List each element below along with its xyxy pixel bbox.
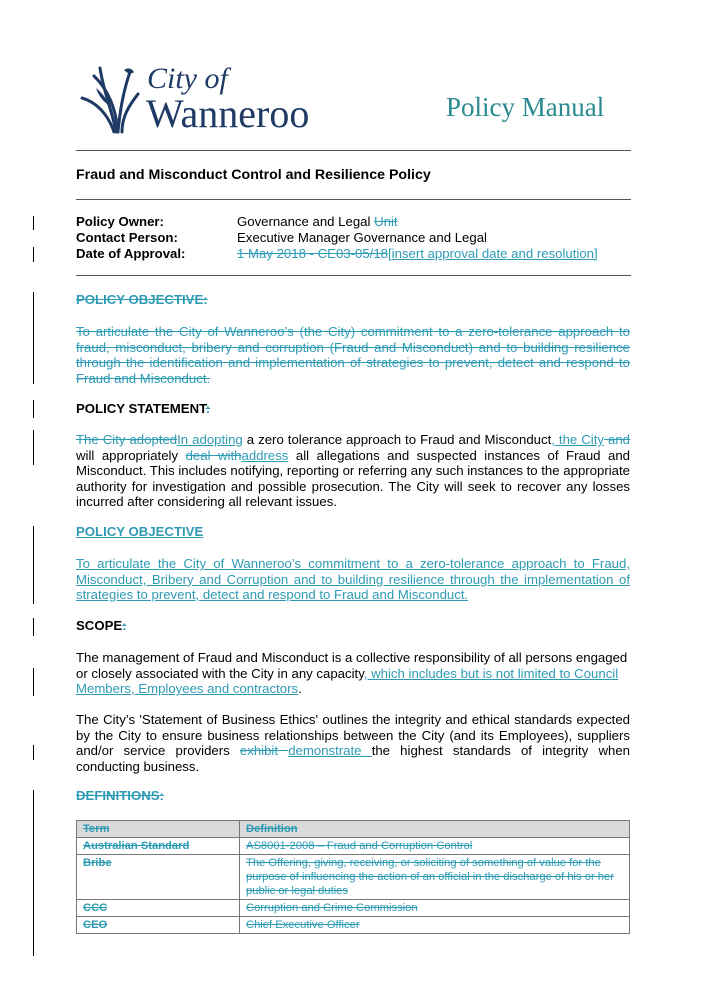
- term-cell: Australian Standard: [77, 838, 240, 855]
- statement-heading-deleted: :: [205, 401, 211, 416]
- logo-city-of: City of: [147, 62, 228, 95]
- term-cell: CCC: [77, 900, 240, 917]
- statement-heading: [76, 401, 210, 416]
- reed-logo-icon: [78, 64, 140, 134]
- definitions-heading: DEFINITIONS:: [76, 788, 164, 803]
- statement-del2: and: [603, 432, 630, 447]
- date-deleted: 1 May 2018 - CE03-05/18: [237, 246, 389, 261]
- change-bar: [33, 430, 34, 465]
- scope-p1-end: .: [298, 681, 302, 697]
- definition-cell: Chief Executive Officer: [240, 917, 630, 934]
- table-header-row: [77, 821, 630, 838]
- col-term-header: Term: [77, 821, 240, 838]
- change-bar: [33, 247, 34, 262]
- city-logo: [78, 62, 328, 134]
- table-row: [77, 917, 630, 934]
- contact-row: [76, 230, 487, 246]
- change-bar: [33, 790, 34, 956]
- col-definition-header: Definition: [240, 821, 630, 838]
- contact-label: Contact Person:: [76, 230, 178, 245]
- scope-p2-ins: demonstrate: [288, 743, 372, 759]
- date-label: Date of Approval:: [76, 246, 186, 261]
- statement-ins1: In adopting: [177, 432, 243, 447]
- scope-heading-text: SCOPE: [76, 618, 123, 633]
- scope-heading-deleted: :: [122, 618, 127, 633]
- scope-heading: [76, 618, 127, 633]
- statement-del1: The City adopted: [76, 432, 178, 447]
- old-objective-heading: POLICY OBJECTIVE:: [76, 292, 208, 307]
- definition-cell: Corruption and Crime Commission: [240, 900, 630, 917]
- date-inserted: [insert approval date and resolution]: [388, 246, 598, 261]
- old-objective-text: To articulate the City of Wanneroo’s (the City) commitment to a zero-tolerance approach to fraud, misconduct, bribery and corruption (Fraud and Misconduct) and to building resilience through the identification and implementation of strategies to prevent, detect and respond to Fraud and Misconduct.: [76, 324, 630, 386]
- change-bar: [33, 745, 34, 760]
- scope-p2: The City’s 'Statement of Business Ethics' outlines the integrity and ethical standards expected by the City to ensure business relationships between the City (and its Employees), suppliers and/or service providers: [76, 712, 630, 759]
- new-objective-heading: POLICY OBJECTIVE: [76, 524, 204, 539]
- contact-value: Executive Manager Governance and Legal: [237, 230, 487, 245]
- statement-t2: will appropriately: [76, 447, 186, 463]
- definition-cell: AS8001-2008 – Fraud and Corruption Control: [240, 838, 630, 855]
- divider-top: [76, 150, 631, 151]
- statement-t1: a zero tolerance approach to Fraud and Misconduct: [242, 432, 552, 447]
- owner-row: [76, 214, 398, 230]
- change-bar: [33, 526, 34, 604]
- date-row: [76, 246, 598, 262]
- term-cell: CEO: [77, 917, 240, 934]
- scope-paragraph-1: [76, 650, 630, 697]
- change-bar: [33, 216, 34, 230]
- scope-p2-del: exhibit: [239, 743, 289, 759]
- table-row: [77, 838, 630, 855]
- table-row: [77, 855, 630, 900]
- statement-text: [76, 432, 630, 510]
- owner-label: Policy Owner:: [76, 214, 164, 229]
- statement-heading-text: POLICY STATEMENT: [76, 401, 206, 416]
- change-bar: [33, 292, 34, 384]
- new-objective-text: To articulate the City of Wanneroo’s commitment to a zero-tolerance approach to Fraud, Misconduct, Bribery and Corruption and to building resilience through the implementation of strategies to prevent, detect and respond to Fraud and Misconduct.: [76, 556, 630, 603]
- definition-cell: The Offering, giving, receiving, or soliciting of something of value for the purpose of influencing the action of an official in the discharge of his or her public or legal duties: [240, 855, 630, 900]
- scope-p1: The management of Fraud and Misconduct is a collective responsibility of all persons engaged or closely associated with the City in any capacity: [76, 650, 628, 681]
- term-cell: Bribe: [77, 855, 240, 900]
- owner-deleted: Unit: [374, 214, 398, 229]
- divider-title: [76, 199, 631, 200]
- scope-p2-end: the highest standards of integrity when conducting business.: [76, 743, 630, 774]
- statement-ins3: address: [241, 447, 289, 463]
- owner-value: Governance and Legal: [237, 214, 371, 229]
- manual-title: Policy Manual: [446, 92, 605, 122]
- definitions-table: [76, 820, 630, 934]
- divider-meta: [76, 275, 631, 276]
- change-bar: [33, 668, 34, 696]
- statement-del3: deal with: [185, 447, 242, 463]
- change-bar: [33, 618, 34, 636]
- table-row: [77, 900, 630, 917]
- statement-t3: all allegations and suspected instances of Fraud and Misconduct. This includes notifying, reporting or referring any such instances to the appropriate authority for investigation and possible prosecution. The City will seek to recover any losses incurred after considering all relevant issues.: [76, 447, 630, 510]
- change-bar: [33, 400, 34, 418]
- scope-p1-ins: , which includes but is not limited to Council Members, Employees and contractors: [76, 665, 619, 697]
- statement-ins2: , the City: [551, 432, 604, 447]
- policy-title: Fraud and Misconduct Control and Resilience Policy: [76, 167, 431, 183]
- scope-paragraph-2: [76, 712, 630, 774]
- logo-wanneroo: Wanneroo: [146, 91, 310, 136]
